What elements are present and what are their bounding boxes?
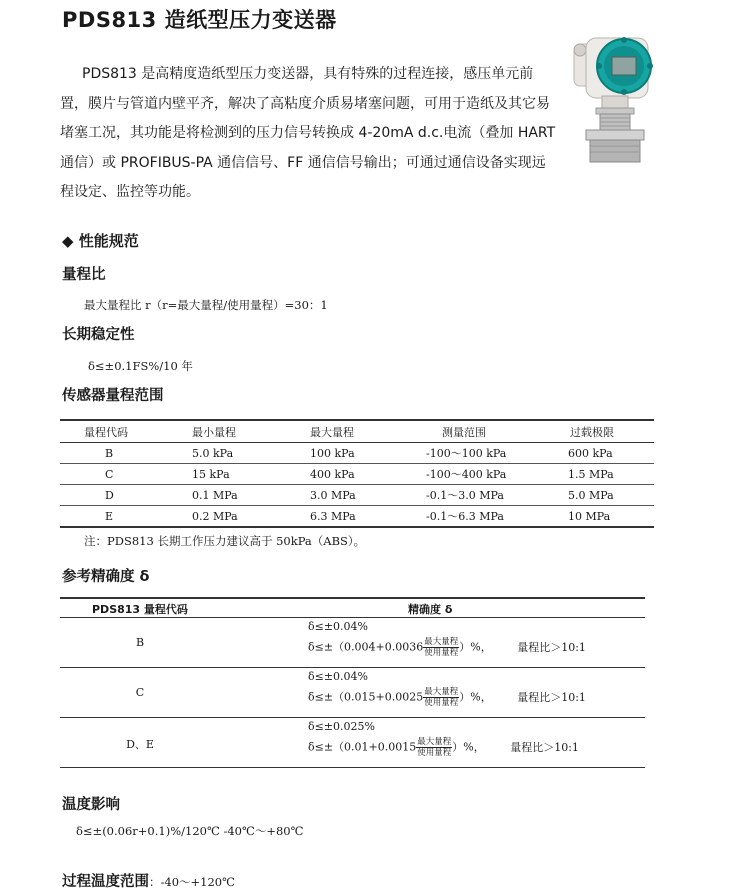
accuracy-line: δ≤±0.04%: [308, 620, 369, 633]
cell: -0.1～6.3 MPa: [412, 506, 540, 528]
cell: 5.0 kPa: [168, 443, 290, 464]
accuracy-formula: [308, 637, 586, 658]
cell: 5.0 MPa: [540, 485, 654, 506]
cell: E: [60, 506, 168, 528]
cell: C: [60, 464, 168, 485]
sensor-range-note: 注：PDS813 长期工作压力建议高于 50kPa（ABS）。: [84, 534, 366, 548]
cell: 400 kPa: [290, 464, 412, 485]
accuracy-formula: [308, 687, 586, 708]
process-temp-heading: 过程温度范围: [62, 874, 149, 890]
cell: 600 kPa: [540, 443, 654, 464]
cell: 15 kPa: [168, 464, 290, 485]
formula-suffix: ）%，: [459, 690, 492, 704]
fraction-denominator: 使用量程: [417, 748, 452, 758]
cell: 1.5 MPa: [540, 464, 654, 485]
fraction: [423, 637, 459, 658]
range-condition: 量程比＞10:1: [517, 640, 586, 654]
formula-prefix: δ≤±（0.015+0.0025: [308, 690, 424, 704]
table-row: [60, 618, 645, 668]
cell: D: [60, 485, 168, 506]
table-row: [60, 443, 654, 464]
table-row: [60, 718, 645, 768]
accuracy-table: [60, 597, 645, 768]
temperature-text: δ≤±(0.06r+0.1)%/120℃ -40℃～+80℃: [76, 824, 304, 838]
accuracy-header-row: [60, 597, 645, 618]
cell: -100～100 kPa: [412, 443, 540, 464]
temperature-heading: 温度影响: [62, 797, 120, 813]
col-header: 测量范围: [412, 420, 540, 443]
cell: 0.1 MPa: [168, 485, 290, 506]
fraction-denominator: 使用量程: [424, 648, 459, 658]
table-row: [60, 506, 654, 528]
formula-prefix: δ≤±（0.004+0.0036: [308, 640, 424, 654]
col-header: 量程代码: [60, 420, 168, 443]
range-condition: 量程比＞10:1: [510, 740, 579, 754]
transmitter-product-image: [566, 30, 678, 168]
range-code: B: [135, 636, 145, 649]
range-code: D、E: [126, 738, 154, 751]
range-condition: 量程比＞10:1: [517, 690, 586, 704]
fraction: [423, 687, 459, 708]
accuracy-line: δ≤±0.04%: [308, 670, 369, 683]
intro-paragraph: PDS813 是高精度造纸型压力变送器，具有特殊的过程连接，感压单元前置，膜片与管道内壁平齐，解决了高粘度介质易堵塞问题，可用于造纸及其它易堵塞工况，其功能是将检测到的压力信号转换成 4-20mA d.c.电流（叠加 HART 通信）或 PROFIBUS-PA 通信信号、FF 通信信号输出；可通过通信设备实现远程设定、监控等功能。: [60, 66, 556, 200]
range-ratio-text: 最大量程比 r（r=最大量程/使用量程）=30：1: [84, 298, 328, 312]
fraction-numerator: 最大量程: [424, 687, 459, 697]
accuracy-line: δ≤±0.025%: [308, 720, 375, 733]
process-temp-colon: ：: [149, 875, 161, 889]
cell: 100 kPa: [290, 443, 412, 464]
col-header: 过载极限: [540, 420, 654, 443]
cell: B: [60, 443, 168, 464]
accuracy-heading: 参考精确度 δ: [62, 569, 150, 585]
cell: 3.0 MPa: [290, 485, 412, 506]
col-header: PDS813 量程代码: [92, 603, 188, 616]
table-row: [60, 464, 654, 485]
table-row: [60, 668, 645, 718]
fraction-numerator: 最大量程: [417, 737, 452, 747]
table-header-row: [60, 420, 654, 443]
sensor-range-heading: 传感器量程范围: [62, 388, 164, 404]
fraction-denominator: 使用量程: [424, 698, 459, 708]
col-header: 最小量程: [168, 420, 290, 443]
range-ratio-heading: 量程比: [62, 267, 106, 283]
cell: 6.3 MPa: [290, 506, 412, 528]
table-row: [60, 485, 654, 506]
formula-suffix: ）%，: [452, 740, 485, 754]
formula-prefix: δ≤±（0.01+0.0015: [308, 740, 417, 754]
process-temp-line: [62, 870, 235, 891]
sensor-range-table: [60, 419, 654, 528]
cell: -0.1～3.0 MPa: [412, 485, 540, 506]
cell: 10 MPa: [540, 506, 654, 528]
cell: 0.2 MPa: [168, 506, 290, 528]
fraction-numerator: 最大量程: [424, 637, 459, 647]
cell: -100～400 kPa: [412, 464, 540, 485]
range-code: C: [135, 686, 145, 699]
stability-heading: 长期稳定性: [62, 327, 135, 343]
col-header: 精确度 δ: [408, 603, 453, 616]
page-title: PDS813 造纸型压力变送器: [62, 8, 337, 32]
fraction: [416, 737, 452, 758]
col-header: 最大量程: [290, 420, 412, 443]
formula-suffix: ）%，: [459, 640, 492, 654]
accuracy-formula: [308, 737, 579, 758]
performance-heading: ◆ 性能规范: [62, 232, 139, 250]
stability-text: δ≤±0.1FS%/10 年: [88, 359, 193, 373]
process-temp-value: -40～+120℃: [160, 875, 235, 889]
